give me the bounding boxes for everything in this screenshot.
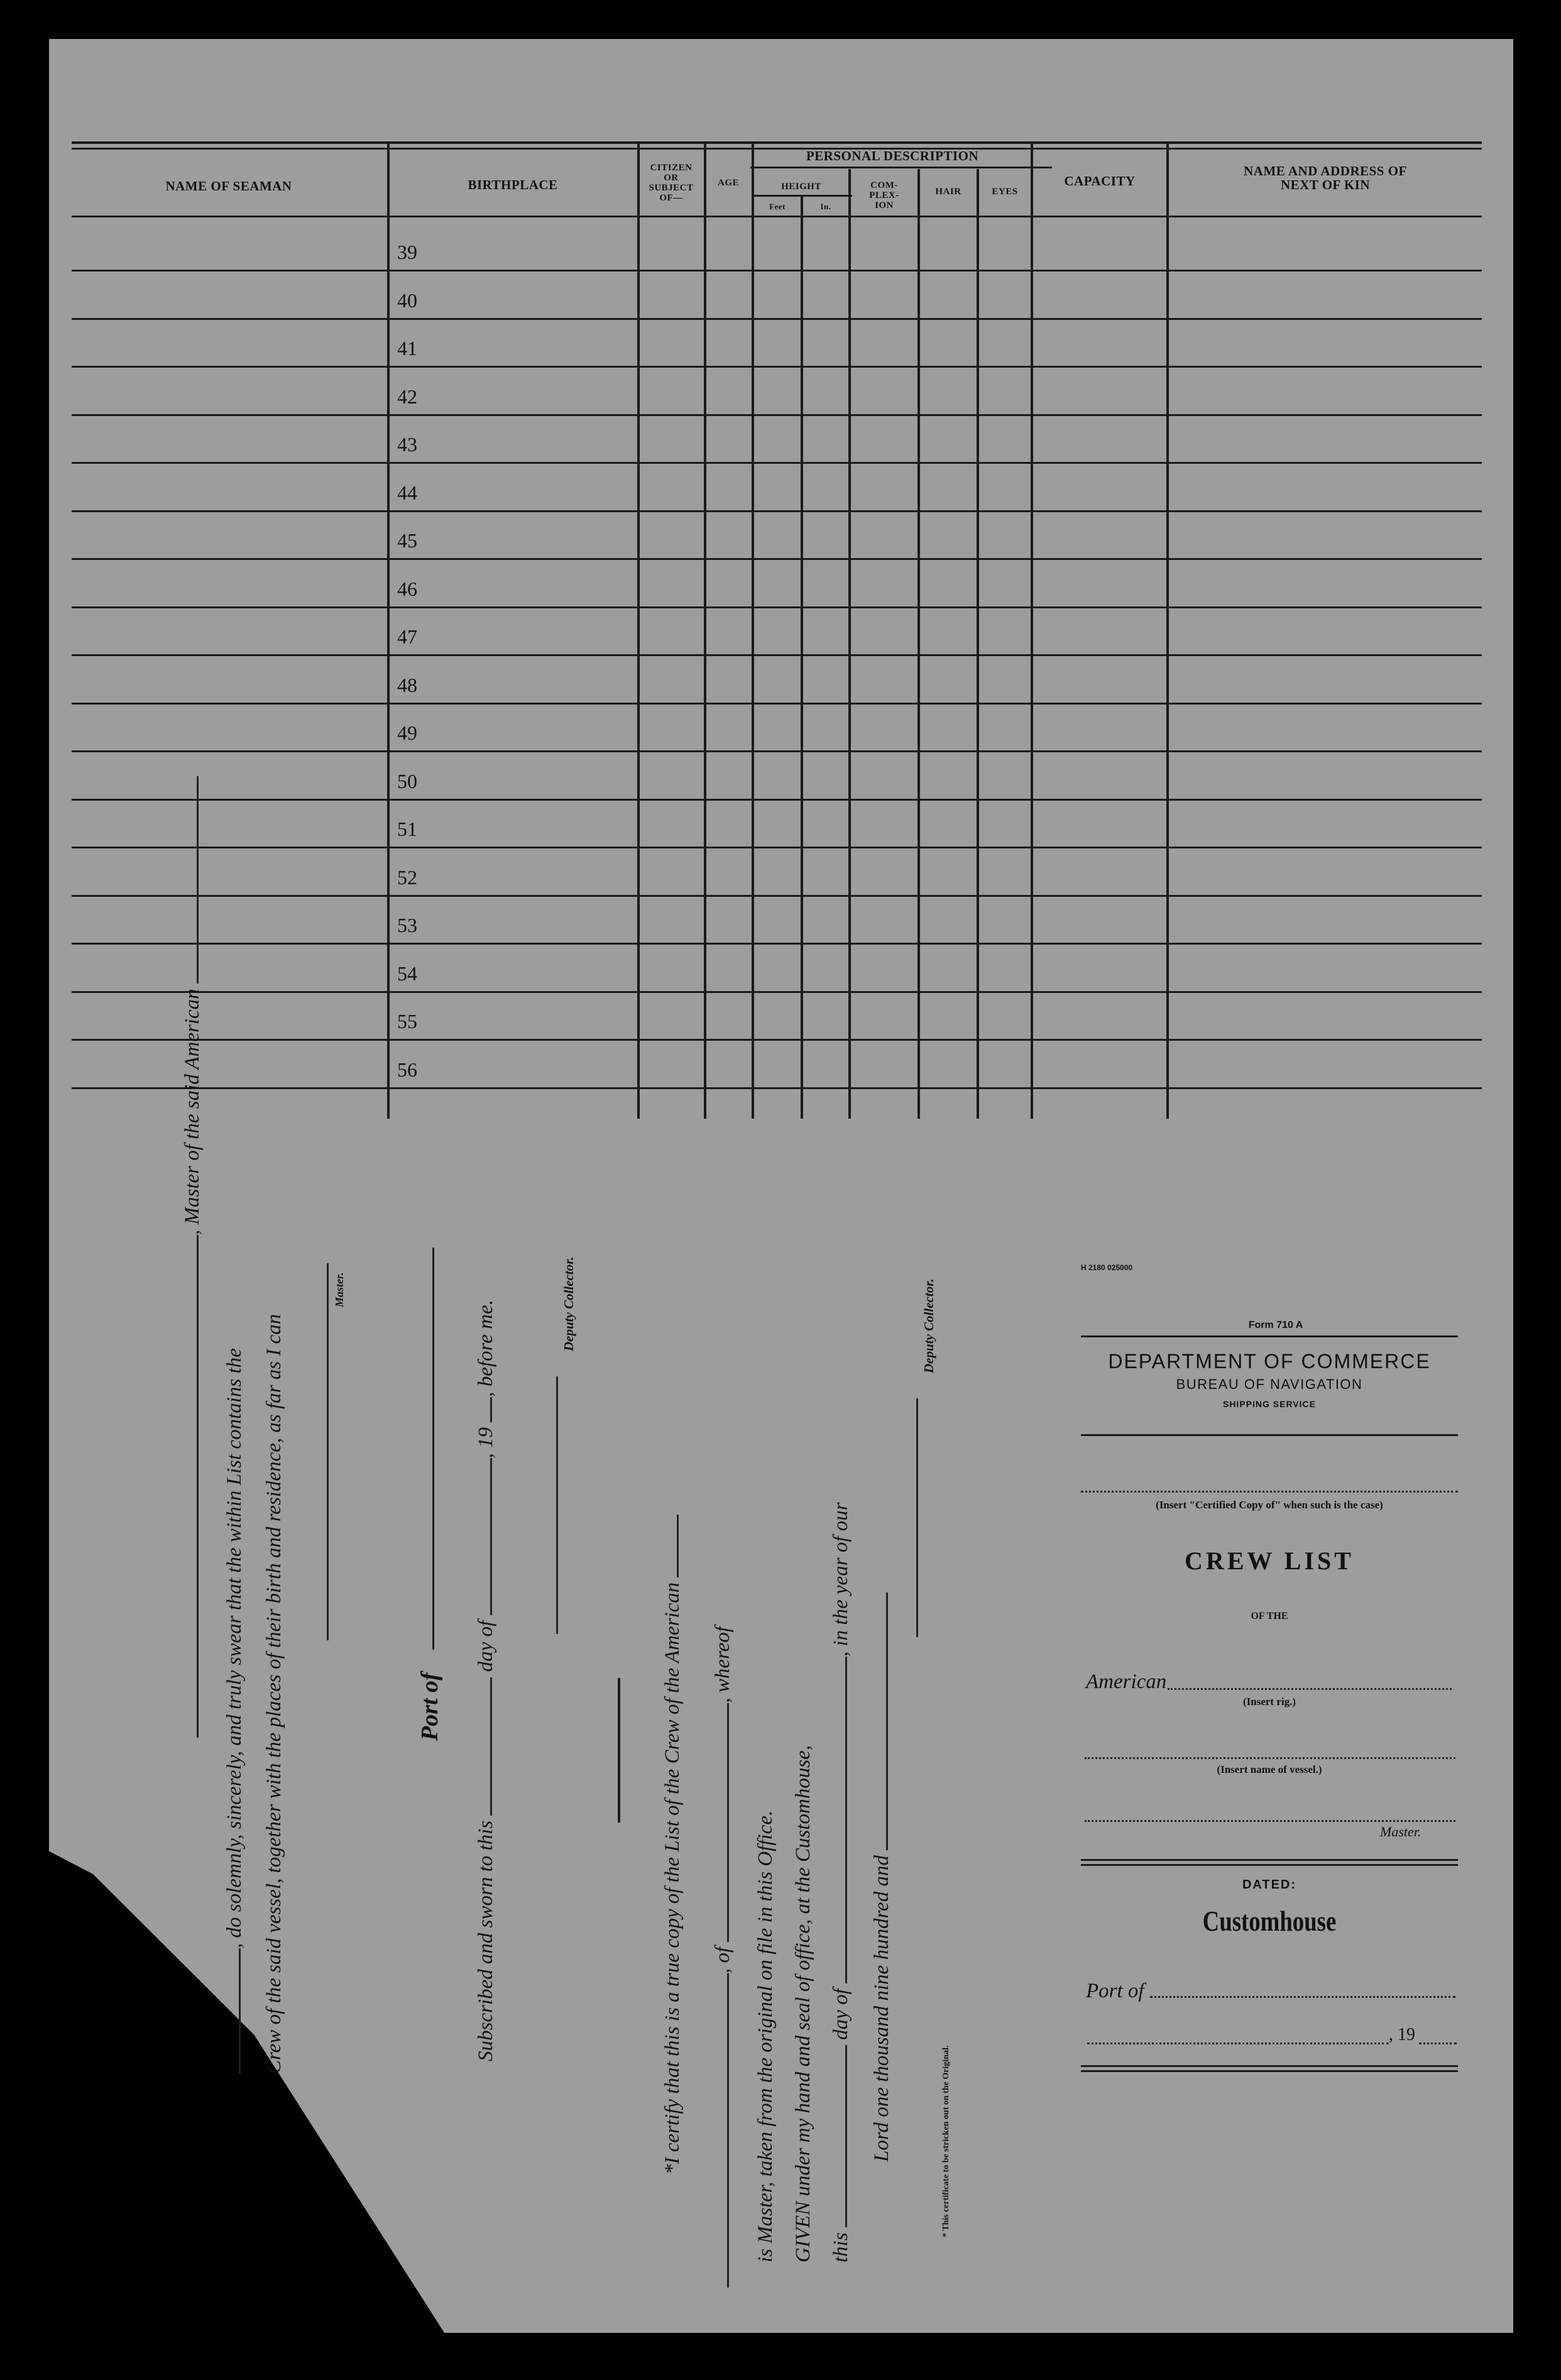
col-divider-inches <box>848 169 851 1119</box>
master-dotted-line <box>1085 1820 1455 1822</box>
customhouse-label: Customhouse <box>1202 1905 1337 1937</box>
table-row <box>72 895 1482 897</box>
row-number: 44 <box>397 481 417 504</box>
table-row <box>72 606 1482 608</box>
certificate-line-2: is Master, taken from the original on file in this Office. <box>754 1810 777 2262</box>
table-row <box>72 1039 1482 1041</box>
port-of-line <box>432 1248 434 1650</box>
row-number: 45 <box>397 529 417 552</box>
table-row <box>72 366 1482 368</box>
table-row <box>72 414 1482 416</box>
cover-rule-1 <box>1081 1335 1458 1337</box>
cover-rule-6 <box>1081 2070 1458 2072</box>
header-feet: Feet <box>769 202 786 211</box>
table-row <box>72 799 1482 801</box>
col-divider-feet <box>801 197 803 1119</box>
master-label: Master. <box>333 1272 346 1307</box>
row-number: 51 <box>397 818 417 840</box>
personal-desc-rule <box>750 167 1052 168</box>
form-number: Form 710 A <box>1248 1320 1303 1330</box>
dated-label: DATED: <box>1242 1878 1297 1892</box>
header-eyes: EYES <box>992 187 1018 197</box>
cover-rule-2 <box>1081 1434 1458 1436</box>
table-row <box>72 654 1482 656</box>
row-number: 46 <box>397 577 417 600</box>
bureau-name: BUREAU OF NAVIGATION <box>1176 1376 1363 1392</box>
deputy-collector-line-2 <box>916 1398 918 1637</box>
certificate-line-1: *I certify that this is a true copy of the List of the Crew of the American <box>661 1515 684 2174</box>
table-row <box>72 558 1482 560</box>
crew-list-title: CREW LIST <box>1185 1547 1354 1575</box>
table-row <box>72 847 1482 848</box>
oath-line-3: Crew of the said vessel, together with the places of their birth and residence, as far as I can <box>263 1313 285 2074</box>
american-label: American <box>1086 1670 1167 1693</box>
header-birthplace: BIRTHPLACE <box>468 177 558 192</box>
table-row <box>72 1087 1482 1089</box>
of-the-label: OF THE <box>1251 1611 1288 1621</box>
oath-line-2: , do solemnly, sincerely, and truly swear that the within List contains the <box>223 1348 246 2074</box>
cover-rule-3 <box>1081 1859 1458 1861</box>
table-row <box>72 270 1482 271</box>
col-divider-hair <box>977 169 979 1119</box>
department-name: DEPARTMENT OF COMMERCE <box>1108 1350 1431 1373</box>
certificate-line-of: , of , whereof <box>711 1626 735 2288</box>
header-capacity: CAPACITY <box>1064 173 1136 189</box>
row-number: 55 <box>397 1010 417 1033</box>
certificate-lord-line: Lord one thousand nine hundred and <box>870 1593 894 2162</box>
header-citizen: CITIZEN OR SUBJECT OF— <box>649 163 694 203</box>
row-number: 39 <box>397 241 417 263</box>
header-hair: HAIR <box>935 187 961 197</box>
row-number: 48 <box>397 673 417 696</box>
row-number: 53 <box>397 914 417 936</box>
row-number: 43 <box>397 433 417 456</box>
row-number: 52 <box>397 865 417 889</box>
col-divider-eyes <box>1031 141 1033 1119</box>
insert-rig-note: (Insert rig.) <box>1242 1696 1296 1708</box>
cover-panel <box>1081 1251 1464 2118</box>
insert-certified-copy-note: (Insert "Certified Copy of" when such is the case) <box>1156 1499 1383 1511</box>
certificate-footnote: * This certificate to be stricken out on the Original. <box>941 2045 951 2237</box>
row-number: 56 <box>397 1058 417 1081</box>
row-number: 50 <box>397 769 417 792</box>
port-of-cover-label: Port of <box>1086 1980 1144 2002</box>
table-row <box>72 318 1482 320</box>
date-dotted-line <box>1087 2043 1389 2044</box>
cover-rule-4 <box>1081 1864 1458 1866</box>
header-personal-description: PERSONAL DESCRIPTION <box>806 148 979 163</box>
rig-dotted-line <box>1168 1688 1452 1690</box>
header-name-of-seaman: NAME OF SEAMAN <box>165 178 292 194</box>
col-divider-capacity <box>1166 141 1169 1119</box>
deputy-collector-line-1 <box>556 1376 558 1634</box>
table-row <box>72 943 1482 945</box>
year-19-label: , 19 <box>1389 2025 1415 2044</box>
deputy-collector-label-1: Deputy Collector. <box>561 1256 576 1351</box>
header-age: AGE <box>717 178 739 188</box>
oath-line-1: , Master of the said American <box>181 776 204 1738</box>
service-name: SHIPPING SERVICE <box>1222 1399 1316 1409</box>
header-bottom-rule <box>72 216 1482 217</box>
port-dotted-line <box>1150 1996 1455 1998</box>
table-row <box>72 462 1482 464</box>
header-inches: In. <box>820 202 831 211</box>
certificate-line-3: GIVEN under my hand and seal of office, at the Customhouse, <box>792 1745 814 2262</box>
row-number: 49 <box>397 721 417 744</box>
deputy-collector-label-2: Deputy Collector. <box>921 1278 936 1373</box>
master-label-cover: Master. <box>1380 1824 1421 1840</box>
crew-table <box>72 141 1482 1119</box>
row-number: 42 <box>397 385 417 408</box>
section-divider <box>618 1678 620 1823</box>
col-divider-citizen <box>704 141 706 1119</box>
insert-vessel-name-note: (Insert name of vessel.) <box>1217 1763 1322 1775</box>
certificate-this-line: this day of , in the year of our <box>830 1502 852 2262</box>
print-code: H 2180 025000 <box>1081 1263 1133 1272</box>
table-row <box>72 510 1482 512</box>
header-complexion: COM- PLEX- ION <box>869 180 899 211</box>
cover-rule-5 <box>1081 2065 1458 2067</box>
row-number: 54 <box>397 962 417 985</box>
row-number: 47 <box>397 625 417 648</box>
port-of-label: Port of <box>417 1672 443 1741</box>
header-next-of-kin: NAME AND ADDRESS OF NEXT OF KIN <box>1244 163 1407 192</box>
row-number: 41 <box>397 337 417 359</box>
col-divider-age <box>752 141 754 1119</box>
table-row <box>72 750 1482 752</box>
table-row <box>72 991 1482 993</box>
vessel-name-dotted-line <box>1085 1757 1455 1759</box>
subscribed-line: Subscribed and sworn to this day of , 19 , before me. <box>474 1300 497 2061</box>
col-divider-birthplace <box>637 141 640 1119</box>
table-top-rule <box>72 141 1482 144</box>
row-number: 40 <box>397 288 417 312</box>
header-height: HEIGHT <box>781 182 821 192</box>
table-row <box>72 703 1482 705</box>
master-signature-line <box>327 1263 329 1640</box>
col-divider-complexion <box>917 169 920 1119</box>
year-dotted-line <box>1419 2043 1457 2044</box>
certified-copy-dotted-line <box>1081 1491 1458 1493</box>
